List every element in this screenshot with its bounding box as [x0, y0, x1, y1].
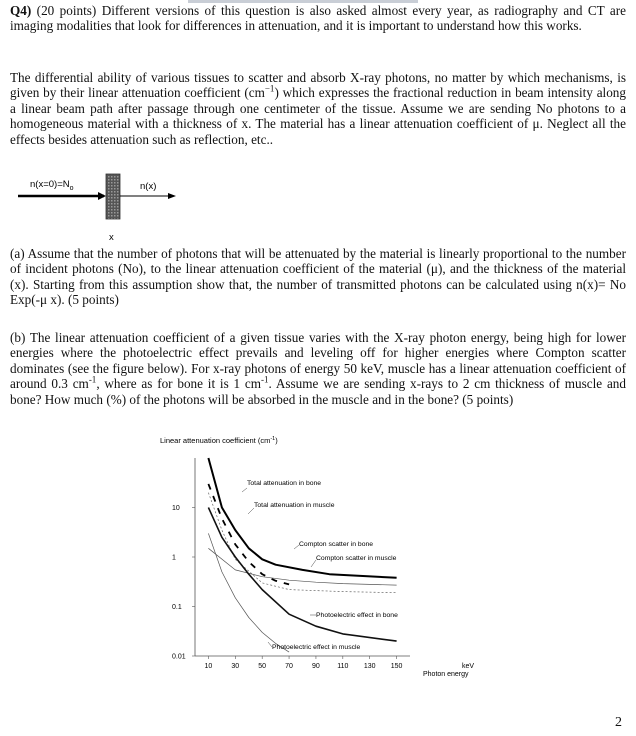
- label-total-muscle: Total attenuation in muscle: [254, 502, 335, 509]
- y-tick-label: 0.01: [172, 653, 186, 661]
- series-line-2: [208, 548, 396, 585]
- x-tick-label: 70: [285, 663, 293, 670]
- y-tick-label: 0.1: [172, 604, 182, 611]
- material-slab: [106, 174, 120, 219]
- y-tick-label: 1: [172, 554, 176, 562]
- y-ticks: [172, 505, 195, 661]
- x-tick-label: 30: [231, 663, 240, 670]
- x-axis-label: Photon energy: [423, 671, 469, 678]
- x-tick-label: 150: [390, 663, 403, 670]
- x-ticks: [205, 656, 403, 670]
- part-b: [10, 330, 626, 407]
- attenuation-diagram: [0, 170, 636, 245]
- incident-arrowhead: [98, 192, 106, 200]
- transmitted-label: n(x): [140, 181, 157, 192]
- x-tick-label: 90: [312, 663, 320, 670]
- incident-label: $n(x=0)=N_o$: [30, 179, 74, 192]
- part-b-text-3: . Assume we are sending x-rays to 2 cm thickness of muscle and bone? How much (%) of the photons will be absorbed in the muscle and in the bone? (5 points): [10, 376, 626, 407]
- question-number: Q4): [10, 3, 32, 18]
- intro-paragraph: [10, 70, 626, 147]
- attenuation-chart: [150, 428, 480, 688]
- curve-labels: [242, 480, 398, 651]
- series-line-5: [208, 533, 289, 652]
- intro-text-2: ) which expresses the fractional reduction in beam intensity along a linear beam path after passage through one centimeter of the tissue. Assume we are sending No photons to a homogeneous material with a thickness of x. The material has a linear attenuation coefficient of μ. Neglect all the effects besides attenuation such as reflection, etc..: [10, 85, 626, 147]
- x-tick-label: 10: [204, 663, 213, 670]
- x-tick-label: 130: [363, 663, 376, 670]
- y-tick-label: 10: [172, 505, 180, 512]
- question-header: [10, 3, 626, 34]
- question-text: (20 points) Different versions of this question is also asked almost every year, as radiography and CT are imaging modalities that look for differences in attenuation, and it is important to understand how this works.: [10, 3, 627, 34]
- x-tick-label: 110: [337, 663, 349, 670]
- label-total-bone: Total attenuation in bone: [247, 480, 322, 487]
- intro-text-1: The differential ability of various tissues to scatter and absorb X-ray photons, no matter by which mechanisms, is given by their linear attenuation coefficient (cm: [10, 70, 626, 101]
- chart-ylabel: Linear attenuation coefficient $(cm^{-1})$: [160, 436, 278, 445]
- thickness-label: x: [109, 232, 114, 243]
- label-compton-muscle: Compton scatter in muscle: [316, 555, 397, 562]
- part-b-text-2: , where as for bone it is 1 cm: [96, 376, 262, 392]
- x-tick-label: 50: [258, 663, 267, 670]
- series-line-4: [208, 508, 396, 642]
- x-unit-label: keV: [462, 663, 475, 670]
- label-photo-bone: Photoelectric effect in bone: [316, 612, 398, 619]
- transmitted-arrowhead: [168, 193, 176, 199]
- intro-exponent: −1: [264, 84, 275, 95]
- part-b-text-1: (b) The linear attenuation coefficient of a given tissue varies with the X-ray photon energy, being high for lower energies where the photoelectric effect prevails and leveling off for higher energies where Compton scatter dominates (see the figure below). For x-ray photons of energy 50 keV, muscle has a linear attenuation coefficient of around 0.3 cm: [10, 330, 626, 392]
- label-photo-muscle: Photoelectric effect in muscle: [272, 644, 361, 651]
- part-a: (a) Assume that the number of photons that will be attenuated by the material is linearly proportional to the number of incident photons (No), to the linear attenuation coefficient of the material (μ), and the thickness of the material (x). Starting from this assumption show that, the number of transmitted photons can be calculated using n(x)= No Exp(-μ x). (5 points): [10, 246, 626, 308]
- page-number: 2: [615, 715, 622, 730]
- label-compton-bone: Compton scatter in bone: [299, 541, 374, 548]
- part-b-exp-1: -1: [88, 374, 97, 385]
- part-b-exp-2: -1: [261, 374, 269, 385]
